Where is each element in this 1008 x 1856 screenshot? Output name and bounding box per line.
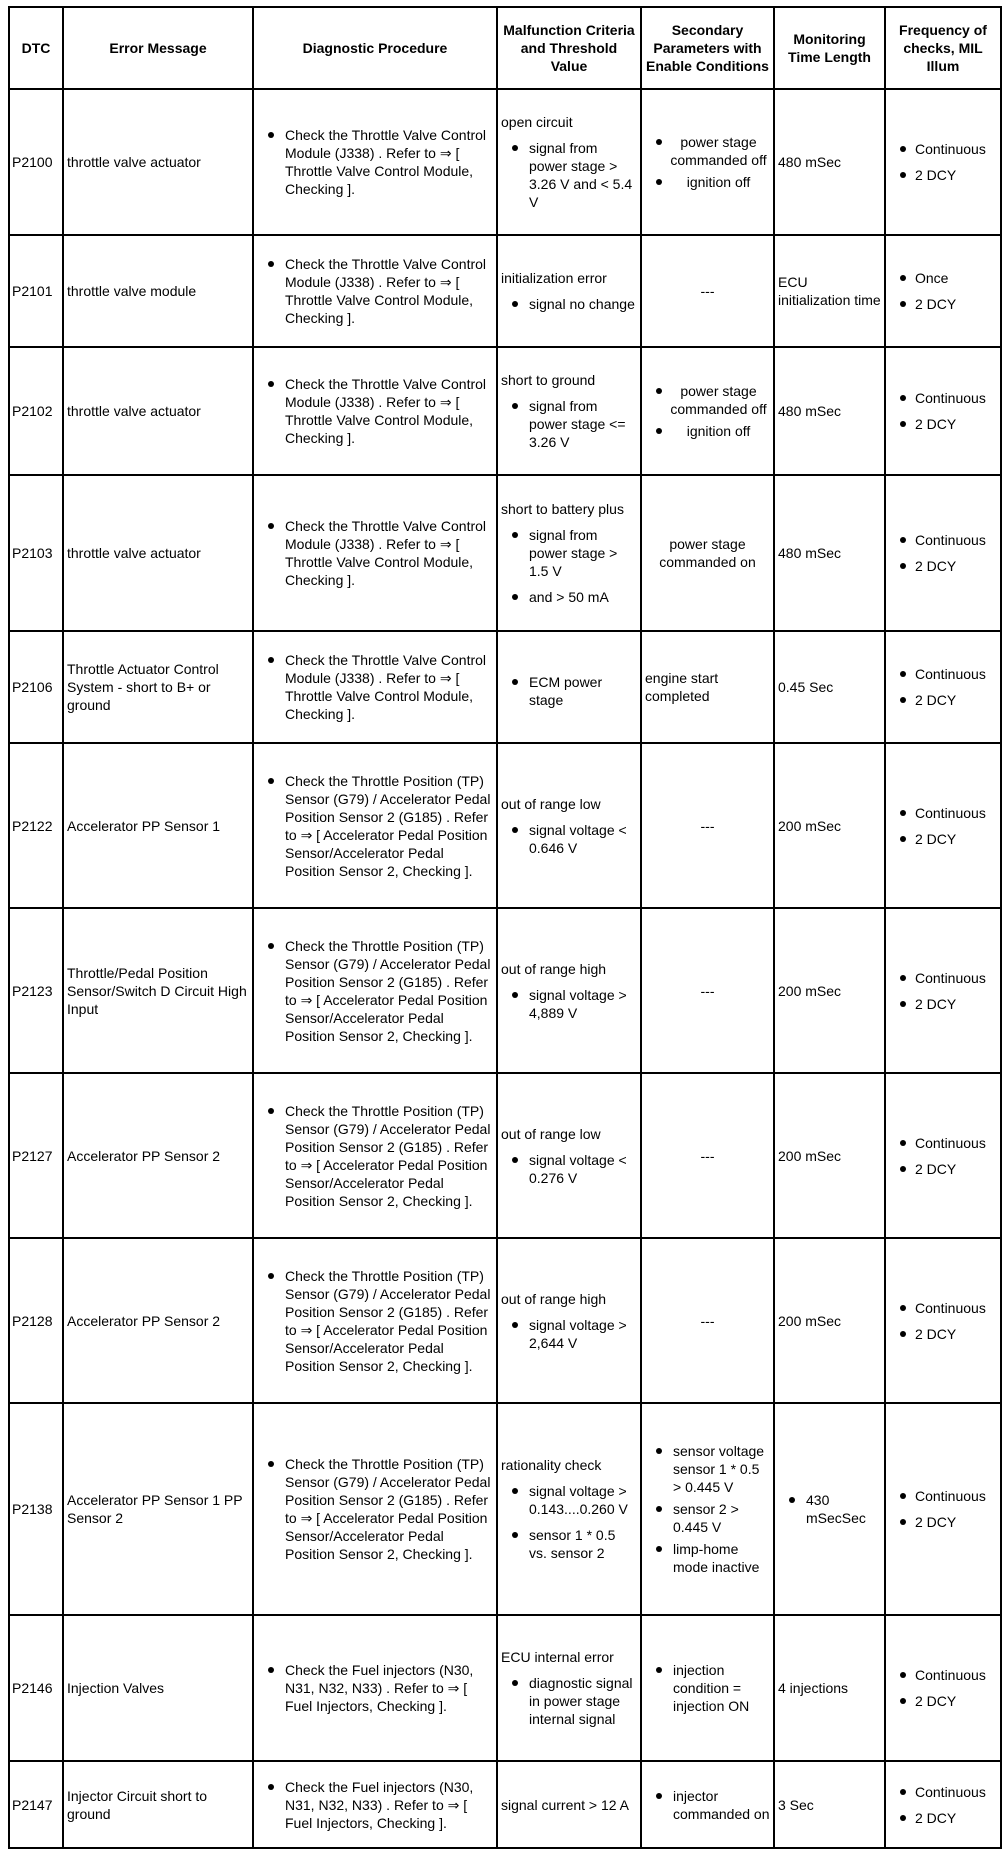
monitoring-time: 480 mSec [774, 89, 885, 235]
frequency-item: 2 DCY [889, 295, 997, 313]
frequency-checks [885, 631, 1001, 743]
procedure-item: Check the Fuel injectors (N30, N31, N32, N33) . Refer to ⇒ [ Fuel Injectors, Checking ]. [257, 1661, 493, 1715]
error-message: Accelerator PP Sensor 2 [63, 1073, 253, 1238]
error-message: Throttle Actuator Control System - short to B+ or ground [63, 631, 253, 743]
frequency-item: Continuous [889, 1783, 997, 1801]
procedure-item: Check the Throttle Valve Control Module (J338) . Refer to ⇒ [ Throttle Valve Control Module, Checking ]. [257, 375, 493, 447]
table-row [9, 1073, 1001, 1238]
criteria-item: signal voltage > 0.143....0.260 V [501, 1482, 637, 1518]
error-message: throttle valve actuator [63, 347, 253, 475]
procedure-item: Check the Throttle Position (TP) Sensor (G79) / Accelerator Pedal Position Sensor 2 (G185) . Refer to ⇒ [ Accelerator Pedal Position Sensor/Accelerator Pedal Position Sensor 2, Checking ]. [257, 1455, 493, 1563]
secondary-item: injector commanded on [645, 1787, 770, 1823]
header-row [9, 7, 1001, 89]
diagnostic-procedure [253, 475, 497, 631]
malfunction-criteria [497, 631, 641, 743]
frequency-item: 2 DCY [889, 415, 997, 433]
malfunction-criteria [497, 1615, 641, 1761]
diagnostic-procedure [253, 347, 497, 475]
error-message: Accelerator PP Sensor 1 [63, 743, 253, 908]
table-row [9, 475, 1001, 631]
secondary-parameters [641, 89, 774, 235]
malfunction-criteria [497, 235, 641, 347]
monitoring-time: ECU initialization time [774, 235, 885, 347]
secondary-item: ignition off [645, 422, 770, 440]
procedure-item: Check the Throttle Position (TP) Sensor (G79) / Accelerator Pedal Position Sensor 2 (G185) . Refer to ⇒ [ Accelerator Pedal Position Sensor/Accelerator Pedal Position Sensor 2, Checking ]. [257, 937, 493, 1045]
frequency-item: Continuous [889, 140, 997, 158]
secondary-parameters: engine start completed [641, 631, 774, 743]
criteria-item: signal voltage < 0.276 V [501, 1151, 637, 1187]
frequency-item: 2 DCY [889, 166, 997, 184]
header-monitoring-time: Monitoring Time Length [774, 7, 885, 89]
header-dtc: DTC [9, 7, 63, 89]
dtc-code: P2147 [9, 1761, 63, 1848]
error-message: Accelerator PP Sensor 1 PP Sensor 2 [63, 1403, 253, 1615]
frequency-checks [885, 908, 1001, 1073]
malfunction-criteria [497, 347, 641, 475]
dtc-table [8, 6, 1002, 1849]
frequency-checks [885, 475, 1001, 631]
frequency-item: 2 DCY [889, 557, 997, 575]
secondary-parameters: --- [641, 1238, 774, 1403]
frequency-item: Continuous [889, 1487, 997, 1505]
procedure-item: Check the Throttle Position (TP) Sensor (G79) / Accelerator Pedal Position Sensor 2 (G185) . Refer to ⇒ [ Accelerator Pedal Position Sensor/Accelerator Pedal Position Sensor 2, Checking ]. [257, 1102, 493, 1210]
frequency-item: Continuous [889, 531, 997, 549]
frequency-checks [885, 235, 1001, 347]
frequency-checks [885, 1761, 1001, 1848]
dtc-code: P2122 [9, 743, 63, 908]
criteria-heading: out of range low [501, 1125, 601, 1142]
table-row [9, 1238, 1001, 1403]
secondary-parameters: --- [641, 908, 774, 1073]
header-error-message: Error Message [63, 7, 253, 89]
frequency-item: Continuous [889, 665, 997, 683]
frequency-item: Continuous [889, 1134, 997, 1152]
diagnostic-procedure [253, 1403, 497, 1615]
criteria-item: signal from power stage <= 3.26 V [501, 397, 637, 451]
monitoring-time: 200 mSec [774, 908, 885, 1073]
frequency-checks [885, 1615, 1001, 1761]
procedure-item: Check the Throttle Valve Control Module (J338) . Refer to ⇒ [ Throttle Valve Control Module, Checking ]. [257, 126, 493, 198]
criteria-heading: rationality check [501, 1457, 602, 1473]
frequency-checks [885, 1073, 1001, 1238]
procedure-item: Check the Fuel injectors (N30, N31, N32, N33) . Refer to ⇒ [ Fuel Injectors, Checking ]. [257, 1778, 493, 1832]
frequency-item: 2 DCY [889, 1160, 997, 1178]
secondary-parameters: --- [641, 235, 774, 347]
frequency-item: Continuous [889, 1299, 997, 1317]
malfunction-criteria [497, 1073, 641, 1238]
criteria-heading: initialization error [501, 270, 607, 286]
secondary-item: limp-home mode inactive [645, 1540, 770, 1576]
frequency-item: 2 DCY [889, 691, 997, 709]
malfunction-criteria [497, 475, 641, 631]
dtc-code: P2128 [9, 1238, 63, 1403]
frequency-item: Continuous [889, 389, 997, 407]
secondary-parameters: --- [641, 1073, 774, 1238]
diagnostic-procedure [253, 1238, 497, 1403]
diagnostic-procedure [253, 743, 497, 908]
secondary-parameters [641, 1615, 774, 1761]
secondary-parameters: --- [641, 743, 774, 908]
error-message: throttle valve actuator [63, 475, 253, 631]
table-row [9, 89, 1001, 235]
diagnostic-procedure [253, 631, 497, 743]
criteria-heading: ECU internal error [501, 1649, 614, 1665]
monitoring-time: 480 mSec [774, 347, 885, 475]
secondary-item: injection condition = injection ON [645, 1661, 770, 1715]
monitoring-item: 430 mSecSec [778, 1491, 881, 1527]
monitoring-time: 0.45 Sec [774, 631, 885, 743]
secondary-item: ignition off [645, 173, 770, 191]
dtc-code: P2146 [9, 1615, 63, 1761]
frequency-item: 2 DCY [889, 1325, 997, 1343]
monitoring-time: 4 injections [774, 1615, 885, 1761]
monitoring-time: 200 mSec [774, 1073, 885, 1238]
table-row [9, 347, 1001, 475]
criteria-item: signal from power stage > 3.26 V and < 5.4 V [501, 139, 637, 211]
frequency-item: 2 DCY [889, 995, 997, 1013]
diagnostic-procedure [253, 235, 497, 347]
table-row [9, 631, 1001, 743]
secondary-item: power stage commanded off [645, 382, 770, 418]
header-malfunction-criteria: Malfunction Criteria and Threshold Value [497, 7, 641, 89]
procedure-item: Check the Throttle Position (TP) Sensor (G79) / Accelerator Pedal Position Sensor 2 (G185) . Refer to ⇒ [ Accelerator Pedal Position Sensor/Accelerator Pedal Position Sensor 2, Checking ]. [257, 1267, 493, 1375]
frequency-checks [885, 1403, 1001, 1615]
criteria-item: and > 50 mA [501, 588, 637, 606]
table-row [9, 908, 1001, 1073]
criteria-heading: short to ground [501, 372, 596, 388]
frequency-item: 2 DCY [889, 1809, 997, 1827]
criteria-item: diagnostic signal in power stage internal signal [501, 1674, 637, 1728]
frequency-item: 2 DCY [889, 1692, 997, 1710]
frequency-item: Once [889, 269, 997, 287]
frequency-item: Continuous [889, 1666, 997, 1684]
secondary-item: sensor voltage sensor 1 * 0.5 > 0.445 V [645, 1442, 770, 1496]
dtc-table-container [8, 6, 1002, 1849]
procedure-item: Check the Throttle Valve Control Module (J338) . Refer to ⇒ [ Throttle Valve Control Module, Checking ]. [257, 255, 493, 327]
dtc-code: P2100 [9, 89, 63, 235]
table-row [9, 1761, 1001, 1848]
table-row [9, 1615, 1001, 1761]
dtc-code: P2101 [9, 235, 63, 347]
criteria-heading: open circuit [501, 114, 573, 130]
diagnostic-procedure [253, 908, 497, 1073]
diagnostic-procedure [253, 89, 497, 235]
monitoring-time: 3 Sec [774, 1761, 885, 1848]
dtc-code: P2138 [9, 1403, 63, 1615]
secondary-parameters [641, 347, 774, 475]
malfunction-criteria [497, 89, 641, 235]
criteria-heading: out of range high [501, 960, 607, 977]
malfunction-criteria [497, 743, 641, 908]
monitoring-time: 480 mSec [774, 475, 885, 631]
secondary-item: power stage commanded off [645, 133, 770, 169]
error-message: throttle valve module [63, 235, 253, 347]
error-message: Throttle/Pedal Position Sensor/Switch D Circuit High Input [63, 908, 253, 1073]
criteria-item: signal voltage > 4,889 V [501, 986, 637, 1022]
criteria-item: signal voltage > 2,644 V [501, 1316, 637, 1352]
error-message: throttle valve actuator [63, 89, 253, 235]
malfunction-criteria [497, 1238, 641, 1403]
table-row [9, 1403, 1001, 1615]
criteria-heading: out of range low [501, 795, 601, 812]
criteria-item: signal no change [501, 295, 637, 313]
diagnostic-procedure [253, 1761, 497, 1848]
secondary-item: sensor 2 > 0.445 V [645, 1500, 770, 1536]
table-row [9, 235, 1001, 347]
error-message: Injector Circuit short to ground [63, 1761, 253, 1848]
frequency-checks [885, 347, 1001, 475]
criteria-item: signal from power stage > 1.5 V [501, 526, 637, 580]
malfunction-criteria [497, 1403, 641, 1615]
dtc-code: P2123 [9, 908, 63, 1073]
diagnostic-procedure [253, 1073, 497, 1238]
frequency-checks [885, 743, 1001, 908]
diagnostic-procedure [253, 1615, 497, 1761]
procedure-item: Check the Throttle Position (TP) Sensor (G79) / Accelerator Pedal Position Sensor 2 (G185) . Refer to ⇒ [ Accelerator Pedal Position Sensor/Accelerator Pedal Position Sensor 2, Checking ]. [257, 772, 493, 880]
frequency-item: Continuous [889, 969, 997, 987]
dtc-code: P2106 [9, 631, 63, 743]
frequency-item: Continuous [889, 804, 997, 822]
frequency-checks [885, 1238, 1001, 1403]
dtc-code: P2127 [9, 1073, 63, 1238]
malfunction-criteria [497, 908, 641, 1073]
criteria-heading: out of range high [501, 1290, 607, 1307]
monitoring-time: 200 mSec [774, 743, 885, 908]
table-row [9, 743, 1001, 908]
malfunction-criteria: signal current > 12 A [497, 1761, 641, 1848]
criteria-item: sensor 1 * 0.5 vs. sensor 2 [501, 1526, 637, 1562]
header-frequency: Frequency of checks, MIL Illum [885, 7, 1001, 89]
procedure-item: Check the Throttle Valve Control Module (J338) . Refer to ⇒ [ Throttle Valve Control Module, Checking ]. [257, 651, 493, 723]
monitoring-time [774, 1403, 885, 1615]
dtc-code: P2103 [9, 475, 63, 631]
secondary-parameters [641, 1403, 774, 1615]
secondary-parameters [641, 1761, 774, 1848]
criteria-heading: short to battery plus [501, 501, 624, 517]
frequency-checks [885, 89, 1001, 235]
error-message: Injection Valves [63, 1615, 253, 1761]
frequency-item: 2 DCY [889, 830, 997, 848]
frequency-item: 2 DCY [889, 1513, 997, 1531]
monitoring-time: 200 mSec [774, 1238, 885, 1403]
error-message: Accelerator PP Sensor 2 [63, 1238, 253, 1403]
procedure-item: Check the Throttle Valve Control Module (J338) . Refer to ⇒ [ Throttle Valve Control Module, Checking ]. [257, 517, 493, 589]
header-secondary-parameters: Secondary Parameters with Enable Conditions [641, 7, 774, 89]
criteria-item: ECM power stage [501, 673, 637, 709]
criteria-item: signal voltage < 0.646 V [501, 821, 637, 857]
secondary-parameters: power stage commanded on [641, 475, 774, 631]
dtc-code: P2102 [9, 347, 63, 475]
header-diagnostic-procedure: Diagnostic Procedure [253, 7, 497, 89]
